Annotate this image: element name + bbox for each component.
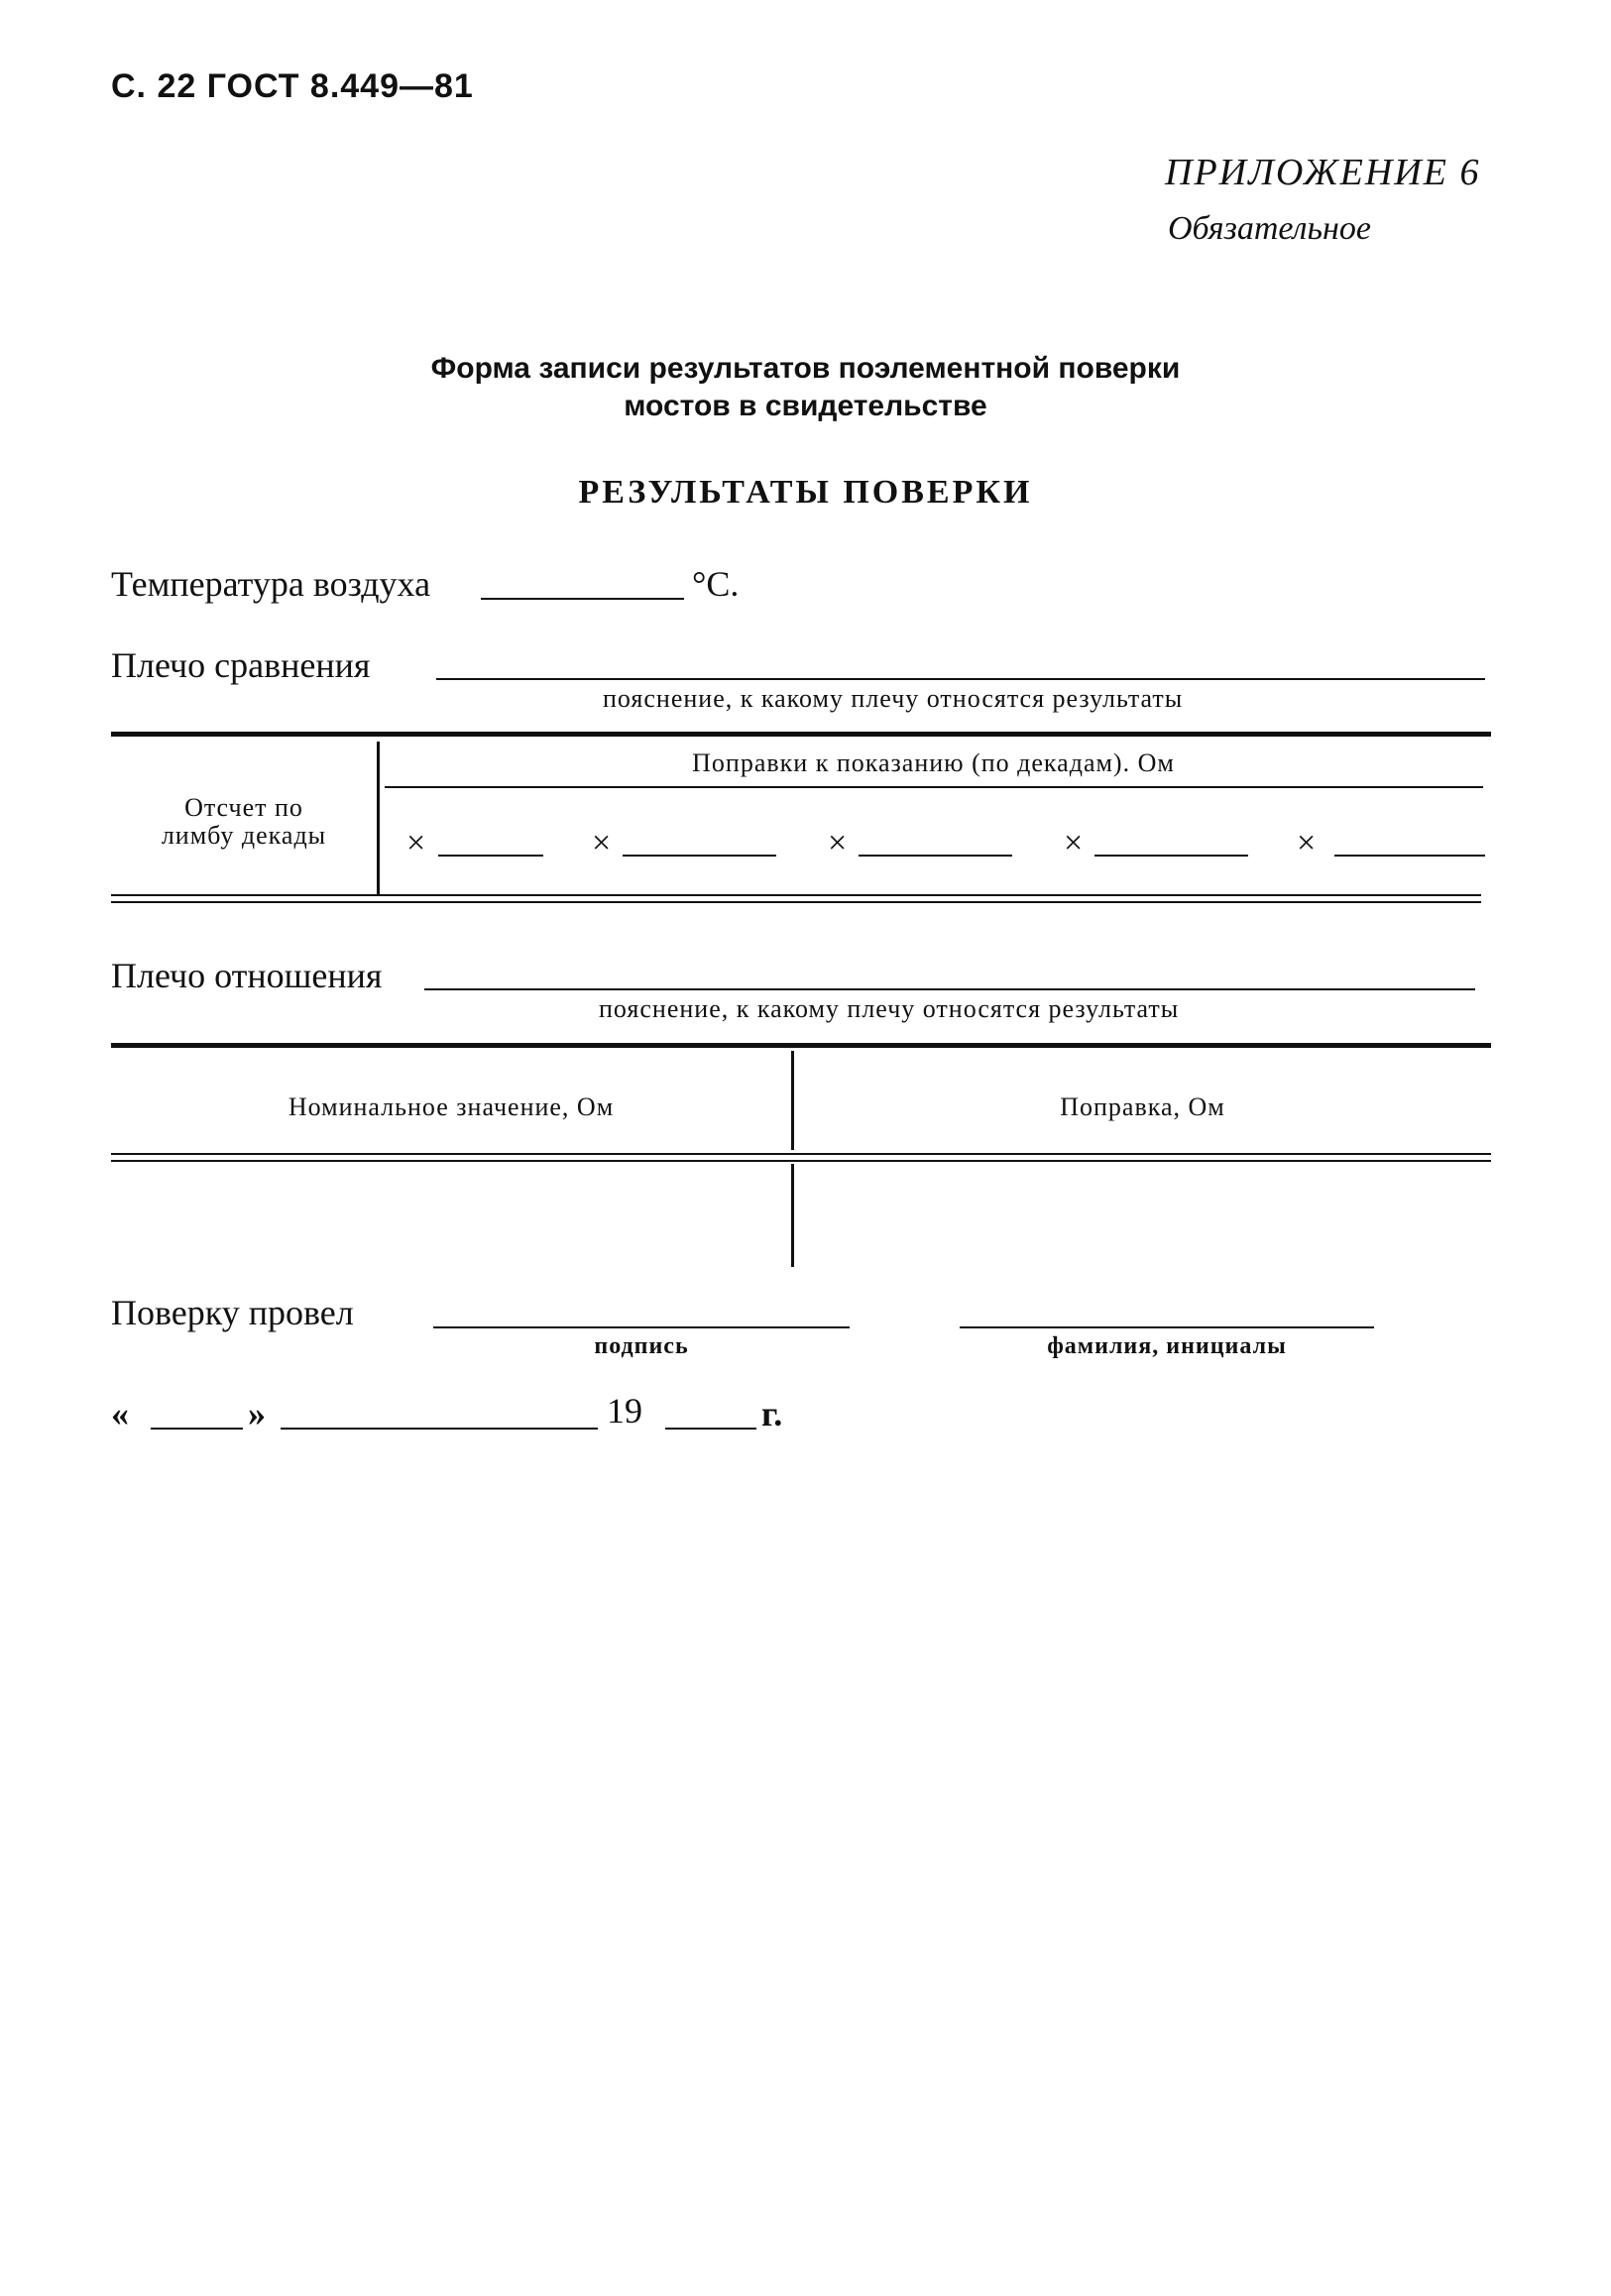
multiplier-symbol-3: × <box>828 825 848 861</box>
date-century: 19 <box>607 1391 642 1431</box>
name-field[interactable] <box>960 1326 1374 1328</box>
decade-field-2[interactable] <box>623 855 776 857</box>
decade-field-5[interactable] <box>1334 855 1485 857</box>
document-header: С. 22 ГОСТ 8.449—81 <box>111 67 474 105</box>
temperature-unit: °С. <box>692 564 740 604</box>
table-bottom-rule-1 <box>111 894 1481 896</box>
ratio-arm-field[interactable] <box>424 988 1475 990</box>
decade-field-1[interactable] <box>438 855 543 857</box>
ratio-table-rule-1 <box>111 1153 1491 1155</box>
decade-field-4[interactable] <box>1094 855 1248 857</box>
date-month-field[interactable] <box>281 1428 598 1430</box>
table-top-rule <box>111 732 1491 737</box>
form-title-line1: Форма записи результатов поэлементной поверки <box>430 352 1181 385</box>
table-bottom-rule-2 <box>111 901 1481 903</box>
multiplier-symbol-2: × <box>592 825 612 861</box>
name-caption: фамилия, инициалы <box>1047 1333 1287 1359</box>
row-header-line2: лимбу декады <box>161 821 327 850</box>
ratio-table-rule-2 <box>111 1160 1491 1162</box>
verified-by-label: Поверку провел <box>111 1293 354 1332</box>
nominal-value-header: Номинальное значение, Ом <box>288 1092 615 1121</box>
date-day-field[interactable] <box>151 1428 243 1430</box>
comparison-arm-field[interactable] <box>436 678 1485 680</box>
ratio-arm-label: Плечо отношения <box>111 956 383 995</box>
signature-caption: подпись <box>594 1333 689 1359</box>
corrections-header: Поправки к показанию (по декадам). Ом <box>692 748 1175 777</box>
ratio-table-top-rule <box>111 1043 1491 1048</box>
temperature-label: Температура воздуха <box>111 564 431 604</box>
appendix-title: ПРИЛОЖЕНИЕ 6 <box>1165 152 1481 193</box>
form-title-line2: мостов в свидетельстве <box>624 390 987 422</box>
ratio-arm-hint: пояснение, к какому плечу относятся результаты <box>599 994 1180 1023</box>
date-year-suffix: г. <box>761 1394 783 1434</box>
multiplier-symbol-1: × <box>406 825 426 861</box>
date-open-quote: « <box>111 1394 129 1434</box>
correction-header: Поправка, Ом <box>1060 1092 1225 1121</box>
results-heading: РЕЗУЛЬТАТЫ ПОВЕРКИ <box>578 474 1033 511</box>
signature-field[interactable] <box>433 1326 850 1328</box>
comparison-arm-hint: пояснение, к какому плечу относятся результаты <box>603 684 1184 713</box>
ratio-table-divider-lower <box>791 1164 794 1267</box>
corrections-subheader-rule <box>385 786 1483 788</box>
multiplier-symbol-4: × <box>1064 825 1084 861</box>
decade-field-3[interactable] <box>859 855 1012 857</box>
temperature-field[interactable] <box>481 598 684 600</box>
appendix-status: Обязательное <box>1168 210 1371 247</box>
comparison-arm-label: Плечо сравнения <box>111 645 371 685</box>
row-header-line1: Отсчет по <box>184 793 303 822</box>
date-close-quote: » <box>248 1394 266 1434</box>
date-year-field[interactable] <box>665 1428 756 1430</box>
multiplier-symbol-5: × <box>1297 825 1317 861</box>
